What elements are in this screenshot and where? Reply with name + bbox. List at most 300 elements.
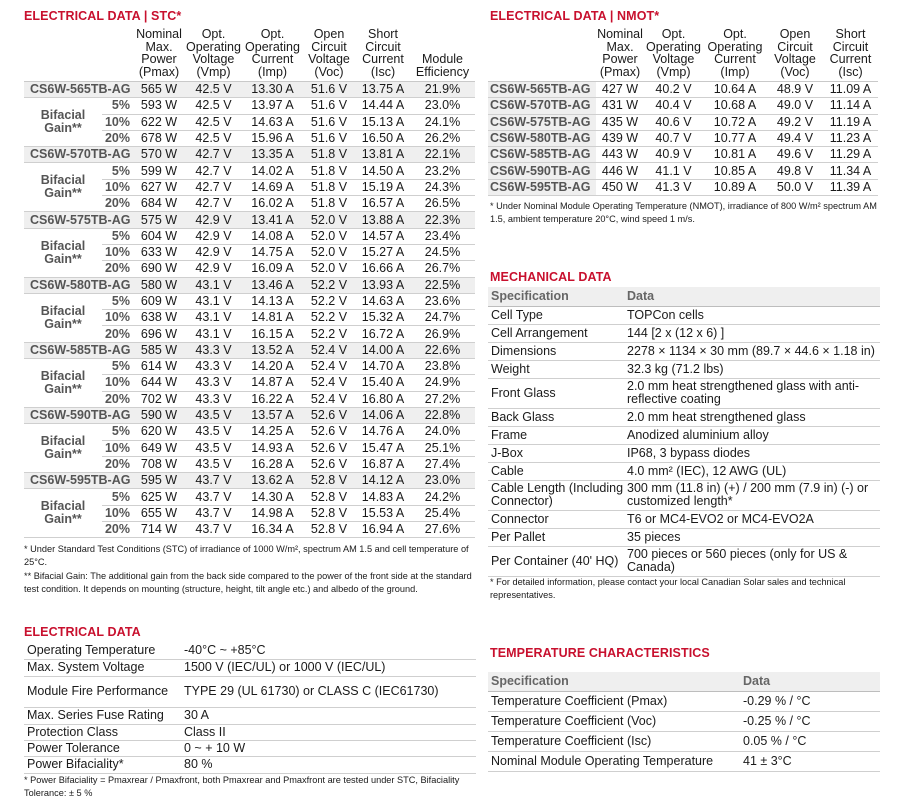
stc-cell: 16.15 A xyxy=(243,326,302,342)
stc-cell: 43.1 V xyxy=(184,310,243,326)
stc-cell: 52.4 V xyxy=(302,342,356,358)
temperature-body xyxy=(488,691,880,771)
nmot-cell: 48.9 V xyxy=(767,82,823,98)
stc-cell: 42.9 V xyxy=(184,261,243,277)
stc-title: ELECTRICAL DATA | STC* xyxy=(24,9,182,23)
stc-cell: 15.47 A xyxy=(356,440,410,456)
stc-cell: 14.08 A xyxy=(243,228,302,244)
stc-cell: 13.97 A xyxy=(243,98,302,114)
stc-cell: 13.52 A xyxy=(243,342,302,358)
stc-cell: 684 W xyxy=(134,196,184,212)
stc-cell: 14.00 A xyxy=(356,342,410,358)
mechanical-row xyxy=(488,360,880,378)
mechanical-spec: Per Container (40' HQ) xyxy=(488,546,624,576)
electrical-spec: Module Fire Performance xyxy=(24,676,181,707)
mechanical-spec: Frame xyxy=(488,426,624,444)
electrical-note xyxy=(24,774,476,799)
stc-cell: 22.8% xyxy=(410,407,475,423)
mechanical-spec: Dimensions xyxy=(488,342,624,360)
stc-cell: 24.5% xyxy=(410,244,475,260)
nmot-cell: 40.7 V xyxy=(644,130,703,146)
stc-cell: 599 W xyxy=(134,163,184,179)
nmot-cell: 431 W xyxy=(596,98,644,114)
stc-header-row xyxy=(24,28,475,82)
mechanical-value: 700 pieces or 560 pieces (only for US & Canada) xyxy=(624,546,880,576)
stc-cell: 42.5 V xyxy=(184,114,243,130)
stc-cell: 43.3 V xyxy=(184,391,243,407)
nmot-cell: 450 W xyxy=(596,179,644,195)
nmot-cell: 11.19 A xyxy=(823,114,878,130)
stc-cell: 22.1% xyxy=(410,147,475,163)
nmot-cell: 10.81 A xyxy=(703,147,767,163)
mechanical-row xyxy=(488,528,880,546)
mechanical-value: 2278 × 1134 × 30 mm (89.7 × 44.6 × 1.18 in) xyxy=(624,342,880,360)
stc-cell: 24.3% xyxy=(410,179,475,195)
nmot-model-name: CS6W-575TB-AG xyxy=(488,114,596,130)
stc-cell: 16.87 A xyxy=(356,456,410,472)
stc-model-name: CS6W-595TB-AG xyxy=(24,473,134,489)
stc-model-row xyxy=(24,277,475,293)
stc-gain-pct: 10% xyxy=(102,440,134,456)
stc-model-name: CS6W-565TB-AG xyxy=(24,82,134,98)
stc-header-pmax: Nominal Max. Power (Pmax) xyxy=(134,28,184,82)
stc-cell: 13.81 A xyxy=(356,147,410,163)
stc-cell: 42.5 V xyxy=(184,82,243,98)
electrical-title: ELECTRICAL DATA xyxy=(24,625,141,639)
mechanical-value: 2.0 mm heat strengthened glass xyxy=(624,408,880,426)
stc-cell: 43.7 V xyxy=(184,522,243,538)
stc-cell: 43.1 V xyxy=(184,293,243,309)
stc-cell: 42.9 V xyxy=(184,244,243,260)
stc-cell: 51.8 V xyxy=(302,196,356,212)
mechanical-spec: Back Glass xyxy=(488,408,624,426)
stc-cell: 26.7% xyxy=(410,261,475,277)
stc-cell: 714 W xyxy=(134,522,184,538)
stc-cell: 52.0 V xyxy=(302,261,356,277)
stc-gain-pct: 5% xyxy=(102,424,134,440)
stc-cell: 593 W xyxy=(134,98,184,114)
stc-cell: 52.0 V xyxy=(302,228,356,244)
stc-cell: 609 W xyxy=(134,293,184,309)
electrical-value: 0 ~ + 10 W xyxy=(181,740,476,756)
mechanical-row xyxy=(488,378,880,408)
mechanical-value: TOPCon cells xyxy=(624,306,880,324)
electrical-row xyxy=(24,756,476,773)
stc-cell: 43.7 V xyxy=(184,489,243,505)
stc-cell: 52.6 V xyxy=(302,424,356,440)
stc-model-row xyxy=(24,147,475,163)
mechanical-spec: Cell Arrangement xyxy=(488,324,624,342)
temperature-spec: Temperature Coefficient (Voc) xyxy=(488,711,740,731)
mechanical-value: 35 pieces xyxy=(624,528,880,546)
temperature-value: -0.25 % / °C xyxy=(740,711,880,731)
bifacial-gain-label: Bifacial Gain** xyxy=(24,489,102,538)
stc-cell: 655 W xyxy=(134,505,184,521)
electrical-spec: Power Bifaciality* xyxy=(24,756,181,773)
nmot-model-name: CS6W-585TB-AG xyxy=(488,147,596,163)
temperature-row xyxy=(488,731,880,751)
electrical-value: 80 % xyxy=(181,756,476,773)
stc-cell: 52.2 V xyxy=(302,310,356,326)
mechanical-spec: Cable Length (Including Connector) xyxy=(488,480,624,510)
stc-cell: 15.19 A xyxy=(356,179,410,195)
stc-cell: 51.8 V xyxy=(302,179,356,195)
stc-gain-row xyxy=(24,98,475,114)
stc-cell: 52.0 V xyxy=(302,244,356,260)
stc-cell: 43.5 V xyxy=(184,407,243,423)
stc-cell: 627 W xyxy=(134,179,184,195)
stc-cell: 16.22 A xyxy=(243,391,302,407)
stc-cell: 14.69 A xyxy=(243,179,302,195)
stc-cell: 14.30 A xyxy=(243,489,302,505)
temperature-header-row xyxy=(488,672,880,691)
stc-cell: 52.6 V xyxy=(302,407,356,423)
nmot-cell: 443 W xyxy=(596,147,644,163)
stc-cell: 52.8 V xyxy=(302,522,356,538)
nmot-cell: 10.77 A xyxy=(703,130,767,146)
stc-cell: 15.40 A xyxy=(356,375,410,391)
nmot-cell: 49.8 V xyxy=(767,163,823,179)
nmot-cell: 446 W xyxy=(596,163,644,179)
stc-cell: 14.70 A xyxy=(356,359,410,375)
mechanical-value: T6 or MC4-EVO2 or MC4-EVO2A xyxy=(624,510,880,528)
stc-cell: 23.6% xyxy=(410,293,475,309)
stc-gain-row xyxy=(24,359,475,375)
electrical-spec: Operating Temperature xyxy=(24,642,181,659)
stc-cell: 14.63 A xyxy=(243,114,302,130)
nmot-cell: 11.14 A xyxy=(823,98,878,114)
stc-cell: 16.94 A xyxy=(356,522,410,538)
nmot-cell: 11.23 A xyxy=(823,130,878,146)
temperature-spec: Temperature Coefficient (Pmax) xyxy=(488,691,740,711)
stc-cell: 13.62 A xyxy=(243,473,302,489)
nmot-header-row xyxy=(488,28,878,82)
stc-cell: 52.8 V xyxy=(302,473,356,489)
mechanical-row xyxy=(488,408,880,426)
stc-cell: 43.3 V xyxy=(184,342,243,358)
stc-cell: 638 W xyxy=(134,310,184,326)
electrical-value: Class II xyxy=(181,724,476,740)
stc-cell: 24.2% xyxy=(410,489,475,505)
stc-gain-row xyxy=(24,489,475,505)
stc-gain-pct: 10% xyxy=(102,375,134,391)
stc-note-1: * Under Standard Test Conditions (STC) of irradiance of 1000 W/m², spectrum AM 1.5 and cell temperature of 25°C. xyxy=(24,544,469,567)
stc-cell: 620 W xyxy=(134,424,184,440)
stc-cell: 16.02 A xyxy=(243,196,302,212)
stc-cell: 42.7 V xyxy=(184,196,243,212)
nmot-row xyxy=(488,98,878,114)
stc-cell: 22.3% xyxy=(410,212,475,228)
stc-cell: 26.9% xyxy=(410,326,475,342)
stc-cell: 649 W xyxy=(134,440,184,456)
stc-cell: 14.76 A xyxy=(356,424,410,440)
stc-gain-pct: 20% xyxy=(102,326,134,342)
stc-cell: 42.7 V xyxy=(184,147,243,163)
mechanical-spec: Weight xyxy=(488,360,624,378)
mechanical-row xyxy=(488,480,880,510)
stc-model-name: CS6W-580TB-AG xyxy=(24,277,134,293)
stc-cell: 52.0 V xyxy=(302,212,356,228)
stc-cell: 580 W xyxy=(134,277,184,293)
nmot-cell: 439 W xyxy=(596,130,644,146)
mechanical-row xyxy=(488,342,880,360)
nmot-cell: 11.29 A xyxy=(823,147,878,163)
mechanical-row xyxy=(488,546,880,576)
stc-cell: 15.13 A xyxy=(356,114,410,130)
mechanical-value: 300 mm (11.8 in) (+) / 200 mm (7.9 in) (-) or customized length* xyxy=(624,480,880,510)
stc-cell: 14.06 A xyxy=(356,407,410,423)
stc-cell: 27.6% xyxy=(410,522,475,538)
nmot-cell: 40.9 V xyxy=(644,147,703,163)
nmot-model-name: CS6W-590TB-AG xyxy=(488,163,596,179)
stc-cell: 51.6 V xyxy=(302,130,356,146)
stc-cell: 25.1% xyxy=(410,440,475,456)
stc-cell: 16.50 A xyxy=(356,130,410,146)
stc-cell: 51.6 V xyxy=(302,114,356,130)
bifacial-gain-label: Bifacial Gain** xyxy=(24,98,102,147)
mechanical-header-row xyxy=(488,287,880,306)
stc-cell: 43.5 V xyxy=(184,440,243,456)
stc-cell: 15.53 A xyxy=(356,505,410,521)
stc-cell: 52.8 V xyxy=(302,489,356,505)
mechanical-spec: J-Box xyxy=(488,444,624,462)
stc-gain-pct: 10% xyxy=(102,505,134,521)
stc-gain-row xyxy=(24,163,475,179)
stc-gain-pct: 5% xyxy=(102,228,134,244)
stc-gain-row xyxy=(24,228,475,244)
stc-model-row xyxy=(24,473,475,489)
stc-cell: 43.3 V xyxy=(184,359,243,375)
stc-cell: 565 W xyxy=(134,82,184,98)
mechanical-row xyxy=(488,444,880,462)
mechanical-row xyxy=(488,462,880,480)
stc-cell: 678 W xyxy=(134,130,184,146)
stc-cell: 43.7 V xyxy=(184,505,243,521)
stc-cell: 43.7 V xyxy=(184,473,243,489)
stc-cell: 24.1% xyxy=(410,114,475,130)
nmot-cell: 427 W xyxy=(596,82,644,98)
stc-cell: 14.50 A xyxy=(356,163,410,179)
stc-cell: 14.87 A xyxy=(243,375,302,391)
electrical-value: 30 A xyxy=(181,707,476,724)
stc-cell: 13.93 A xyxy=(356,277,410,293)
nmot-cell: 40.4 V xyxy=(644,98,703,114)
nmot-row xyxy=(488,130,878,146)
mechanical-row xyxy=(488,324,880,342)
electrical-row xyxy=(24,676,476,707)
stc-cell: 42.5 V xyxy=(184,130,243,146)
stc-cell: 690 W xyxy=(134,261,184,277)
stc-header-efficiency: Module Efficiency xyxy=(410,28,475,82)
stc-cell: 14.57 A xyxy=(356,228,410,244)
electrical-value: TYPE 29 (UL 61730) or CLASS C (IEC61730) xyxy=(181,676,476,707)
stc-cell: 42.9 V xyxy=(184,212,243,228)
nmot-model-name: CS6W-580TB-AG xyxy=(488,130,596,146)
stc-cell: 24.9% xyxy=(410,375,475,391)
stc-cell: 43.5 V xyxy=(184,424,243,440)
stc-cell: 52.8 V xyxy=(302,505,356,521)
nmot-header-voc: Open Circuit Voltage (Voc) xyxy=(767,28,823,82)
stc-model-row xyxy=(24,407,475,423)
bifacial-gain-label: Bifacial Gain** xyxy=(24,424,102,473)
nmot-cell: 11.34 A xyxy=(823,163,878,179)
stc-cell: 15.96 A xyxy=(243,130,302,146)
stc-cell: 43.1 V xyxy=(184,277,243,293)
stc-cell: 22.6% xyxy=(410,342,475,358)
stc-cell: 16.34 A xyxy=(243,522,302,538)
stc-cell: 14.25 A xyxy=(243,424,302,440)
stc-cell: 696 W xyxy=(134,326,184,342)
stc-cell: 43.1 V xyxy=(184,326,243,342)
stc-gain-pct: 5% xyxy=(102,163,134,179)
stc-cell: 22.5% xyxy=(410,277,475,293)
stc-cell: 14.20 A xyxy=(243,359,302,375)
nmot-cell: 40.2 V xyxy=(644,82,703,98)
stc-cell: 25.4% xyxy=(410,505,475,521)
stc-cell: 42.9 V xyxy=(184,228,243,244)
stc-gain-pct: 5% xyxy=(102,293,134,309)
stc-gain-pct: 20% xyxy=(102,261,134,277)
stc-header-model xyxy=(24,28,134,82)
stc-cell: 13.46 A xyxy=(243,277,302,293)
stc-cell: 16.57 A xyxy=(356,196,410,212)
temperature-spec: Nominal Module Operating Temperature xyxy=(488,751,740,771)
stc-cell: 26.5% xyxy=(410,196,475,212)
stc-cell: 13.35 A xyxy=(243,147,302,163)
stc-note-2: ** Bifacial Gain: The additional gain from the back side compared to the power of the front side at the standard test condition. It depends on mounting (structure, height, tilt angle etc.) and albedo of the ground. xyxy=(24,571,472,594)
mechanical-header-spec: Specification xyxy=(488,287,624,306)
stc-model-name: CS6W-570TB-AG xyxy=(24,147,134,163)
stc-cell: 14.98 A xyxy=(243,505,302,521)
stc-cell: 23.0% xyxy=(410,98,475,114)
nmot-cell: 49.2 V xyxy=(767,114,823,130)
temperature-header-data: Data xyxy=(740,672,880,691)
mechanical-spec: Connector xyxy=(488,510,624,528)
mechanical-row xyxy=(488,426,880,444)
bifacial-gain-label: Bifacial Gain** xyxy=(24,228,102,277)
stc-cell: 625 W xyxy=(134,489,184,505)
temperature-value: 0.05 % / °C xyxy=(740,731,880,751)
stc-model-row xyxy=(24,82,475,98)
stc-cell: 15.32 A xyxy=(356,310,410,326)
mechanical-title: MECHANICAL DATA xyxy=(490,270,612,284)
temperature-row xyxy=(488,691,880,711)
stc-cell: 14.44 A xyxy=(356,98,410,114)
mechanical-row xyxy=(488,510,880,528)
stc-gain-pct: 20% xyxy=(102,456,134,472)
nmot-cell: 49.6 V xyxy=(767,147,823,163)
stc-gain-pct: 20% xyxy=(102,130,134,146)
bifacial-gain-label: Bifacial Gain** xyxy=(24,163,102,212)
nmot-model-name: CS6W-565TB-AG xyxy=(488,82,596,98)
stc-cell: 14.12 A xyxy=(356,473,410,489)
nmot-cell: 41.3 V xyxy=(644,179,703,195)
electrical-row xyxy=(24,659,476,676)
mechanical-spec: Cable xyxy=(488,462,624,480)
stc-cell: 622 W xyxy=(134,114,184,130)
stc-cell: 13.30 A xyxy=(243,82,302,98)
electrical-body xyxy=(24,642,476,773)
stc-cell: 52.4 V xyxy=(302,391,356,407)
stc-cell: 604 W xyxy=(134,228,184,244)
nmot-note: * Under Nominal Module Operating Temperature (NMOT), irradiance of 800 W/m² spectrum AM 1.5, ambient temperature 20°C, wind speed 1 m/s. xyxy=(490,201,877,224)
stc-cell: 51.8 V xyxy=(302,147,356,163)
stc-cell: 13.75 A xyxy=(356,82,410,98)
nmot-model-name: CS6W-570TB-AG xyxy=(488,98,596,114)
stc-gain-pct: 20% xyxy=(102,196,134,212)
stc-cell: 14.63 A xyxy=(356,293,410,309)
nmot-header-vmp: Opt. Operating Voltage (Vmp) xyxy=(644,28,703,82)
stc-gain-pct: 5% xyxy=(102,359,134,375)
stc-body xyxy=(24,82,475,538)
stc-cell: 52.6 V xyxy=(302,440,356,456)
nmot-cell: 10.85 A xyxy=(703,163,767,179)
nmot-row xyxy=(488,163,878,179)
nmot-cell: 10.72 A xyxy=(703,114,767,130)
stc-cell: 52.4 V xyxy=(302,375,356,391)
stc-gain-pct: 20% xyxy=(102,522,134,538)
stc-cell: 24.0% xyxy=(410,424,475,440)
mechanical-body xyxy=(488,306,880,576)
nmot-cell: 11.39 A xyxy=(823,179,878,195)
electrical-note-text: * Power Bifaciality = Pmaxrear / Pmaxfront, both Pmaxrear and Pmaxfront are tested under STC, Bifaciality Tolerance: ± 5 % xyxy=(24,775,460,798)
stc-cell: 590 W xyxy=(134,407,184,423)
stc-header-vmp: Opt. Operating Voltage (Vmp) xyxy=(184,28,243,82)
stc-cell: 14.83 A xyxy=(356,489,410,505)
mechanical-note: * For detailed information, please contact your local Canadian Solar sales and technical representatives. xyxy=(490,577,846,600)
stc-cell: 51.6 V xyxy=(302,82,356,98)
nmot-cell: 50.0 V xyxy=(767,179,823,195)
stc-cell: 43.5 V xyxy=(184,456,243,472)
nmot-cell: 435 W xyxy=(596,114,644,130)
electrical-spec: Protection Class xyxy=(24,724,181,740)
electrical-row xyxy=(24,724,476,740)
nmot-header-isc: Short Circuit Current (Isc) xyxy=(823,28,878,82)
stc-cell: 14.81 A xyxy=(243,310,302,326)
mechanical-spec: Cell Type xyxy=(488,306,624,324)
stc-cell: 52.2 V xyxy=(302,293,356,309)
stc-cell: 52.2 V xyxy=(302,326,356,342)
electrical-row xyxy=(24,642,476,659)
electrical-value: 1500 V (IEC/UL) or 1000 V (IEC/UL) xyxy=(181,659,476,676)
mechanical-value: IP68, 3 bypass diodes xyxy=(624,444,880,462)
stc-cell: 27.4% xyxy=(410,456,475,472)
electrical-row xyxy=(24,740,476,756)
stc-cell: 575 W xyxy=(134,212,184,228)
temperature-header-spec: Specification xyxy=(488,672,740,691)
stc-table xyxy=(24,28,475,538)
mechanical-value: 32.3 kg (71.2 lbs) xyxy=(624,360,880,378)
stc-gain-pct: 5% xyxy=(102,98,134,114)
stc-cell: 14.93 A xyxy=(243,440,302,456)
mechanical-value: 144 [2 x (12 x 6) ] xyxy=(624,324,880,342)
nmot-row xyxy=(488,147,878,163)
stc-gain-row xyxy=(24,424,475,440)
stc-cell: 14.75 A xyxy=(243,244,302,260)
stc-gain-pct: 10% xyxy=(102,310,134,326)
electrical-spec: Power Tolerance xyxy=(24,740,181,756)
nmot-cell: 49.0 V xyxy=(767,98,823,114)
mechanical-spec: Front Glass xyxy=(488,378,624,408)
stc-cell: 633 W xyxy=(134,244,184,260)
stc-gain-row xyxy=(24,293,475,309)
stc-cell: 23.8% xyxy=(410,359,475,375)
stc-cell: 42.5 V xyxy=(184,98,243,114)
nmot-model-name: CS6W-595TB-AG xyxy=(488,179,596,195)
temperature-table xyxy=(488,672,880,772)
stc-cell: 42.7 V xyxy=(184,163,243,179)
nmot-row xyxy=(488,82,878,98)
